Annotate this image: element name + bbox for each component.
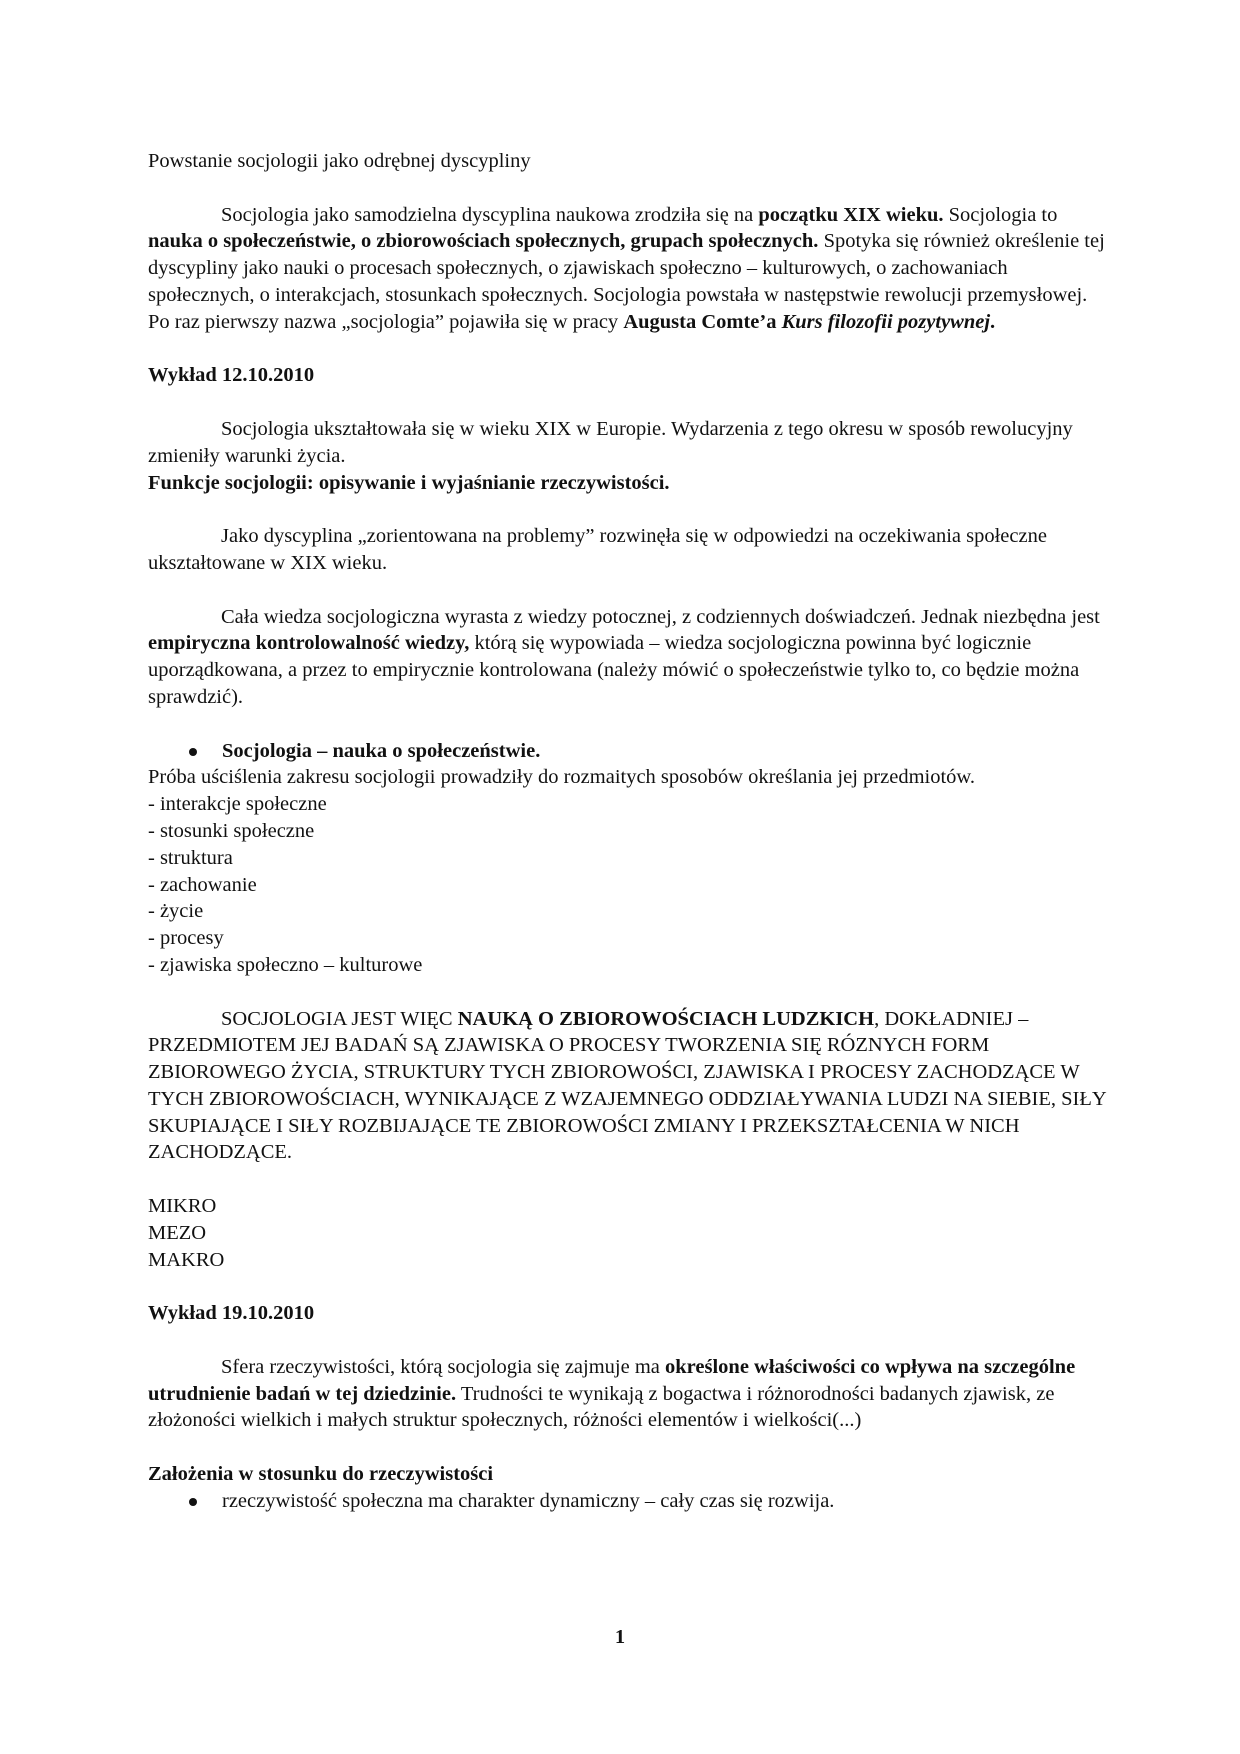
- levels-list: [148, 1193, 1108, 1273]
- text-run: Trudności te wynikają z bogactwa i różnorodności badanych zjawisk, ze złożoności wielkich i małych struktur społecznych, różności elementów i wielkości(...): [148, 1382, 1055, 1432]
- bold-run: .: [990, 310, 996, 333]
- bold-run: określone właściwości co wpływa na szczególne utrudnienie badań w tej dziedzinie.: [148, 1355, 1076, 1405]
- paragraph-scope: Próba uściślenia zakresu socjologii prowadziły do rozmaitych sposobów określania jej przedmiotów.: [148, 766, 976, 789]
- paragraph-definition-caps: [148, 1006, 1108, 1167]
- bold-run: nauka o społeczeństwie, o zbiorowościach społecznych, grupach społecznych.: [148, 230, 819, 253]
- dash-list-item: - zjawiska społeczno – kulturowe: [148, 953, 423, 976]
- paragraph-functions: Funkcje socjologii: opisywanie i wyjaśnianie rzeczywistości.: [148, 471, 670, 494]
- bold-run: NAUKĄ O ZBIOROWOŚCIACH LUDZKICH: [457, 1007, 875, 1030]
- bullet-text: rzeczywistość społeczna ma charakter dynamiczny – cały czas się rozwija.: [222, 1489, 835, 1512]
- bullet-dot: [189, 748, 197, 756]
- paragraph-intro: [148, 202, 1108, 336]
- dash-list-item: - procesy: [148, 927, 224, 950]
- bullet-dot: [189, 1498, 197, 1506]
- bold-run: Augusta Comte’a: [623, 310, 782, 333]
- heading-lecture-1: Wykład 12.10.2010: [148, 364, 315, 387]
- bullet-text: Socjologia – nauka o społeczeństwie.: [222, 739, 541, 762]
- dash-list-item: - życie: [148, 900, 204, 923]
- bold-run: empiryczna kontrolowalność wiedzy,: [148, 632, 470, 655]
- dash-list-item: - zachowanie: [148, 873, 257, 896]
- text-run: Sfera rzeczywistości, którą socjologia się zajmuje ma: [221, 1355, 666, 1378]
- paragraph-problems: Jako dyscyplina „zorientowana na problemy” rozwinęła się w odpowiedzi na oczekiwania społeczne ukształtowane w XIX wieku.: [148, 525, 1047, 574]
- dash-list-item: - interakcje społeczne: [148, 793, 327, 816]
- paragraph-europe: Socjologia ukształtowała się w wieku XIX w Europie. Wydarzenia z tego okresu w sposób rewolucyjny zmieniły warunki życia.: [148, 417, 1073, 467]
- bold-italic-run: Kurs filozofii pozytywnej: [781, 310, 991, 333]
- paragraph-reality: [148, 1354, 1108, 1434]
- bold-run: początku XIX wieku.: [758, 203, 944, 226]
- heading-assumptions: Założenia w stosunku do rzeczywistości: [148, 1463, 494, 1486]
- level-item: MAKRO: [148, 1248, 225, 1271]
- level-item: MIKRO: [148, 1195, 217, 1218]
- bullet-item: [148, 1488, 1108, 1515]
- text-run: Cała wiedza socjologiczna wyrasta z wiedzy potocznej, z codziennych doświadczeń. Jednak niezbędna jest: [221, 605, 1100, 628]
- page-number: 1: [614, 1626, 626, 1648]
- text-run: Spotyka się również określenie tej dyscypliny jako nauki o procesach społecznych, o zjawiskach społeczno – kulturowych, o zachowaniach społecznych, o interakcjach, stosunkach społecznych. Socjologia powstała w następstwie rewolucji przemysłowej. Po raz pierwszy nazwa „socjologia” pojawiła się w pracy: [148, 230, 1105, 333]
- paragraph-knowledge: [148, 604, 1108, 711]
- document-page: [148, 148, 1108, 1515]
- text-run: , DOKŁADNIEJ – PRZEDMIOTEM JEJ BADAŃ SĄ ZJAWISKA O PROCESY TWORZENIA SIĘ RÓZNYCH FORM ZBIOROWEGO ŻYCIA, STRUKTURY TYCH ZBIOROWOŚCI, ZJAWISKA I PROCESY ZACHODZĄCE W TYCH ZBIOROWOŚCIACH, WYNIKAJĄCE Z WZAJEMNEGO ODDZIAŁYWANIA LUDZI NA SIEBIE, SIŁY SKUPIAJĄCE I SIŁY ROZBIJAJĄCE TE ZBIOROWOŚCI ZMIANY I PRZEKSZTAŁCENIA W NICH ZACHODZĄCE.: [148, 1007, 1106, 1164]
- text-run: SOCJOLOGIA JEST WIĘC: [221, 1007, 458, 1030]
- dash-list: [148, 791, 1108, 979]
- dash-list-item: - stosunki społeczne: [148, 819, 315, 842]
- dash-list-item: - struktura: [148, 846, 233, 869]
- text-run: Socjologia to: [943, 203, 1058, 226]
- document-title: Powstanie socjologii jako odrębnej dyscypliny: [148, 150, 531, 172]
- bullet-item: [148, 738, 1108, 765]
- level-item: MEZO: [148, 1221, 207, 1244]
- text-run: Socjologia jako samodzielna dyscyplina naukowa zrodziła się na: [221, 203, 759, 226]
- text-run: którą się wypowiada – wiedza socjologiczna powinna być logicznie uporządkowana, a przez to empirycznie kontrolowana (należy mówić o społeczeństwie tylko to, co będzie można sprawdzić).: [148, 632, 1080, 708]
- heading-lecture-2: Wykład 19.10.2010: [148, 1302, 315, 1325]
